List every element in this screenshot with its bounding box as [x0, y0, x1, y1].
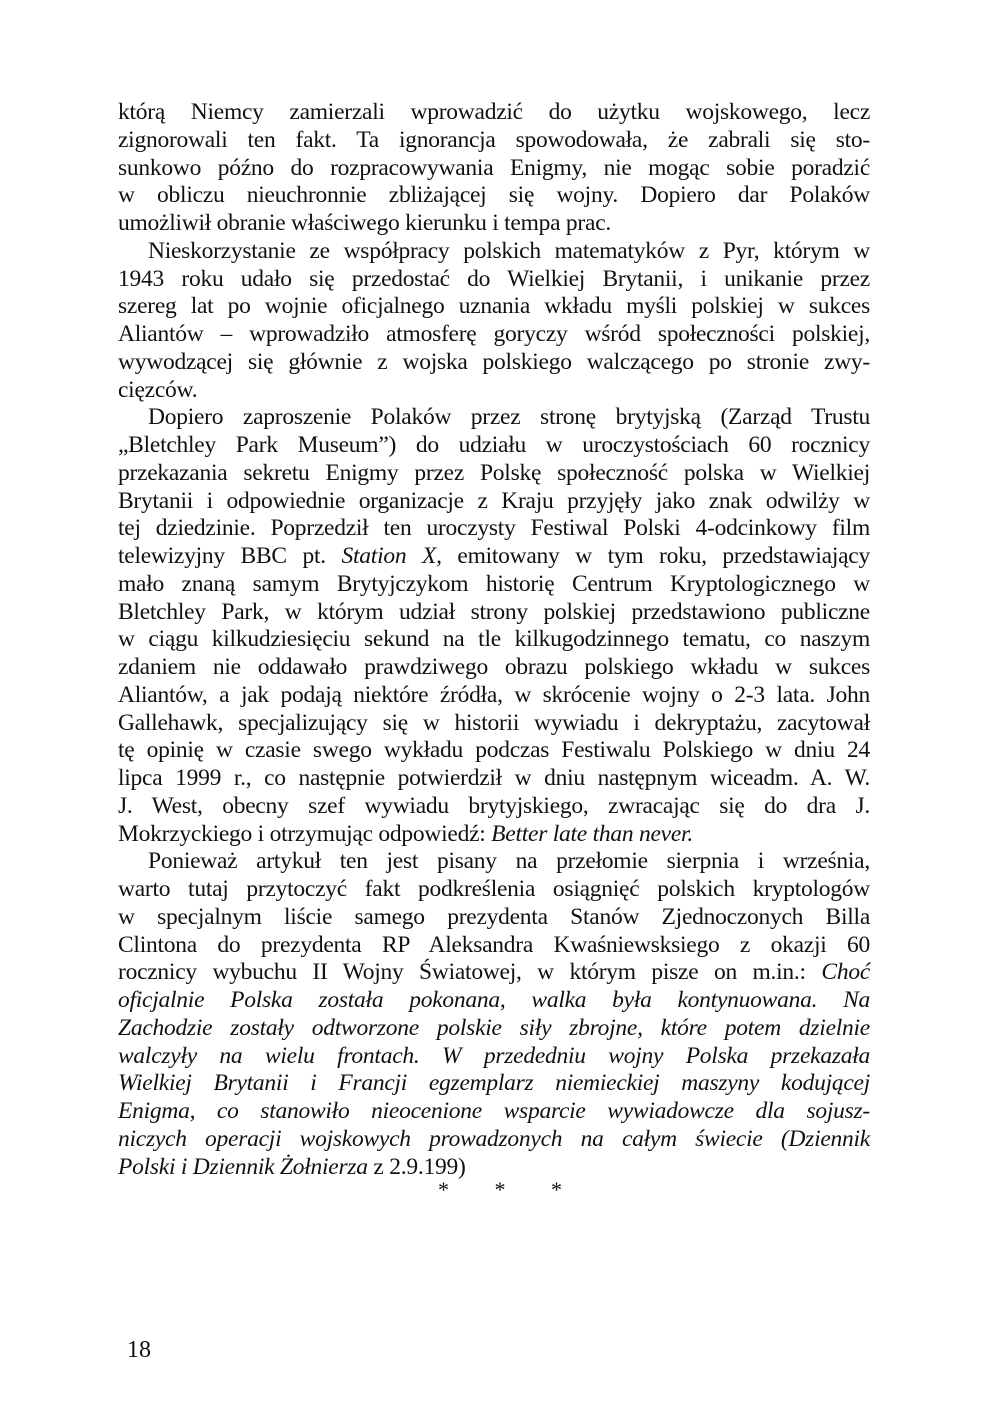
text-run: 1943 roku udało się przedostać do Wielkiej Brytanii, i unikanie przez — [118, 265, 870, 292]
text-run: lipca 1999 r., co następnie potwierdził w dniu następnym wiceadm. A. W. — [118, 765, 870, 791]
italic-text: Choć — [821, 959, 870, 986]
text-line — [118, 321, 870, 349]
text-line — [118, 876, 870, 904]
text-run: Dopiero zaproszenie Polaków przez stronę brytyjską (Zarząd Trustu — [148, 404, 870, 431]
text-run: Gallehawk, specjalizujący się w historii wywiadu i dekryptażu, zacytował — [118, 709, 870, 736]
section-break: * * * — [438, 1177, 562, 1202]
text-run: Ponieważ artykuł ten jest pisany na przełomie sierpnia i września, — [148, 848, 870, 875]
text-run: cięzców. — [118, 376, 198, 403]
text-line — [118, 1070, 870, 1098]
text-run: telewizyjny BBC pt. — [118, 543, 342, 569]
text-line — [118, 654, 870, 682]
text-line — [118, 99, 870, 127]
text-line — [118, 848, 870, 876]
text-run: szereg lat po wojnie oficjalnego uznania wkładu myśli polskiej w sukces — [118, 293, 870, 320]
text-line — [118, 1126, 870, 1154]
paragraph — [118, 238, 870, 405]
italic-text: Better late than never. — [491, 820, 693, 847]
text-line — [118, 515, 870, 543]
paragraph — [118, 99, 870, 238]
text-line — [118, 626, 870, 654]
text-run: Aliantów, a jak podają niektóre źródła, w skrócenie wojny o 2-3 lata. John — [118, 681, 870, 708]
text-line — [118, 821, 870, 849]
text-run: tę opinię w czasie swego wykładu podczas Festiwalu Polskiego w dniu 24 — [118, 737, 870, 764]
text-run: „Bletchley Park Museum”) do udziału w uroczystościach 60 rocznicy — [118, 432, 870, 458]
paragraph — [118, 848, 870, 1181]
document-body — [118, 99, 870, 1181]
text-run: zignorowali ten fakt. Ta ignorancja spowodowała, że zabrali się sto- — [118, 126, 870, 153]
text-line — [118, 599, 870, 627]
italic-text: Wielkiej Brytanii i Francji egzemplarz niemieckiej maszyny kodującej — [118, 1070, 870, 1097]
text-run: zdaniem nie oddawało prawdziwego obrazu polskiego wkładu w sukces — [118, 654, 870, 680]
text-line — [118, 543, 870, 571]
italic-text: Zachodzie zostały odtworzone polskie siły zbrojne, które potem dzielnie — [118, 1014, 870, 1041]
text-line — [118, 710, 870, 738]
paragraph — [118, 404, 870, 848]
text-run: Aliantów – wprowadziło atmosferę goryczy wśród społeczności polskiej, — [118, 321, 870, 347]
text-line — [118, 1015, 870, 1043]
text-run: w specjalnym liście samego prezydenta Stanów Zjednoczonych Billa — [118, 903, 870, 930]
italic-text: Polski i Dziennik Żołnierza — [118, 1153, 368, 1180]
text-line — [118, 127, 870, 155]
text-run: w obliczu nieuchronnie zbliżającej się wojny. Dopiero dar Polaków — [118, 182, 870, 209]
text-run: tej dziedzinie. Poprzedził ten uroczysty Festiwal Polski 4-odcinkowy film — [118, 515, 870, 542]
text-run: warto tutaj przytoczyć fakt podkreślenia osiągnięć polskich kryptologów — [118, 876, 870, 902]
text-run: wywodzącej się głównie z wojska polskiego walczącego po stronie zwy- — [118, 348, 870, 375]
text-run: z 2.9.199) — [367, 1153, 466, 1180]
text-run: emitowany w tym roku, przedstawiający — [441, 543, 870, 569]
italic-text: niczych operacji wojskowych prowadzonych na całym świecie (Dziennik — [118, 1125, 870, 1152]
text-line — [118, 266, 870, 294]
text-line — [118, 571, 870, 599]
text-line — [118, 182, 870, 210]
text-run: rocznicy wybuchu II Wojny Światowej, w którym pisze on m.in.: — [118, 959, 822, 986]
text-line — [118, 488, 870, 516]
text-run: umożliwił obranie właściwego kierunku i tempa prac. — [118, 210, 611, 236]
text-line — [118, 210, 870, 238]
text-line — [118, 293, 870, 321]
text-line — [118, 904, 870, 932]
italic-text: oficjalnie Polska została pokonana, walka była kontynuowana. Na — [118, 987, 870, 1013]
text-line — [118, 238, 870, 266]
text-line — [118, 932, 870, 960]
italic-text: Station X, — [341, 543, 442, 569]
text-run: którą Niemcy zamierzali wprowadzić do użytku wojskowego, lecz — [118, 99, 870, 125]
text-run: Nieskorzystanie ze współpracy polskich matematyków z Pyr, którym w — [148, 237, 870, 264]
text-run: przekazania sekretu Enigmy przez Polskę społeczność polska w Wielkiej — [118, 459, 870, 486]
text-line — [118, 987, 870, 1015]
text-run: Mokrzyckiego i otrzymując odpowiedź: — [118, 820, 492, 847]
text-line — [118, 460, 870, 488]
text-line — [118, 765, 870, 793]
text-line — [118, 793, 870, 821]
page-number: 18 — [127, 1337, 151, 1363]
text-run: sunkowo późno do rozpracowywania Enigmy, nie mogąc sobie poradzić — [118, 154, 870, 181]
text-line — [118, 1043, 870, 1071]
text-line — [118, 432, 870, 460]
text-line — [118, 155, 870, 183]
text-run: J. West, obecny szef wywiadu brytyjskiego, zwracając się do dra J. — [118, 792, 870, 819]
italic-text: Enigma, co stanowiło nieocenione wsparcie wywiadowcze dla sojusz- — [118, 1098, 870, 1124]
text-run: Brytanii i odpowiednie organizacje z Kraju przyjęły jako znak odwilży w — [118, 487, 870, 514]
text-line — [118, 737, 870, 765]
text-line — [118, 404, 870, 432]
text-line — [118, 377, 870, 405]
text-run: mało znaną samym Brytyjczykom historię Centrum Kryptologicznego w — [118, 570, 870, 597]
text-line — [118, 682, 870, 710]
text-line — [118, 1098, 870, 1126]
text-run: Clintona do prezydenta RP Aleksandra Kwaśniewsksiego z okazji 60 — [118, 931, 870, 958]
text-run: w ciągu kilkudziesięciu sekund na tle kilkugodzinnego tematu, co naszym — [118, 626, 870, 653]
text-line — [118, 349, 870, 377]
text-run: Bletchley Park, w którym udział strony polskiej przedstawiono publiczne — [118, 598, 870, 625]
italic-text: walczyły na wielu frontach. W przededniu wojny Polska przekazała — [118, 1042, 870, 1069]
text-line — [118, 959, 870, 987]
